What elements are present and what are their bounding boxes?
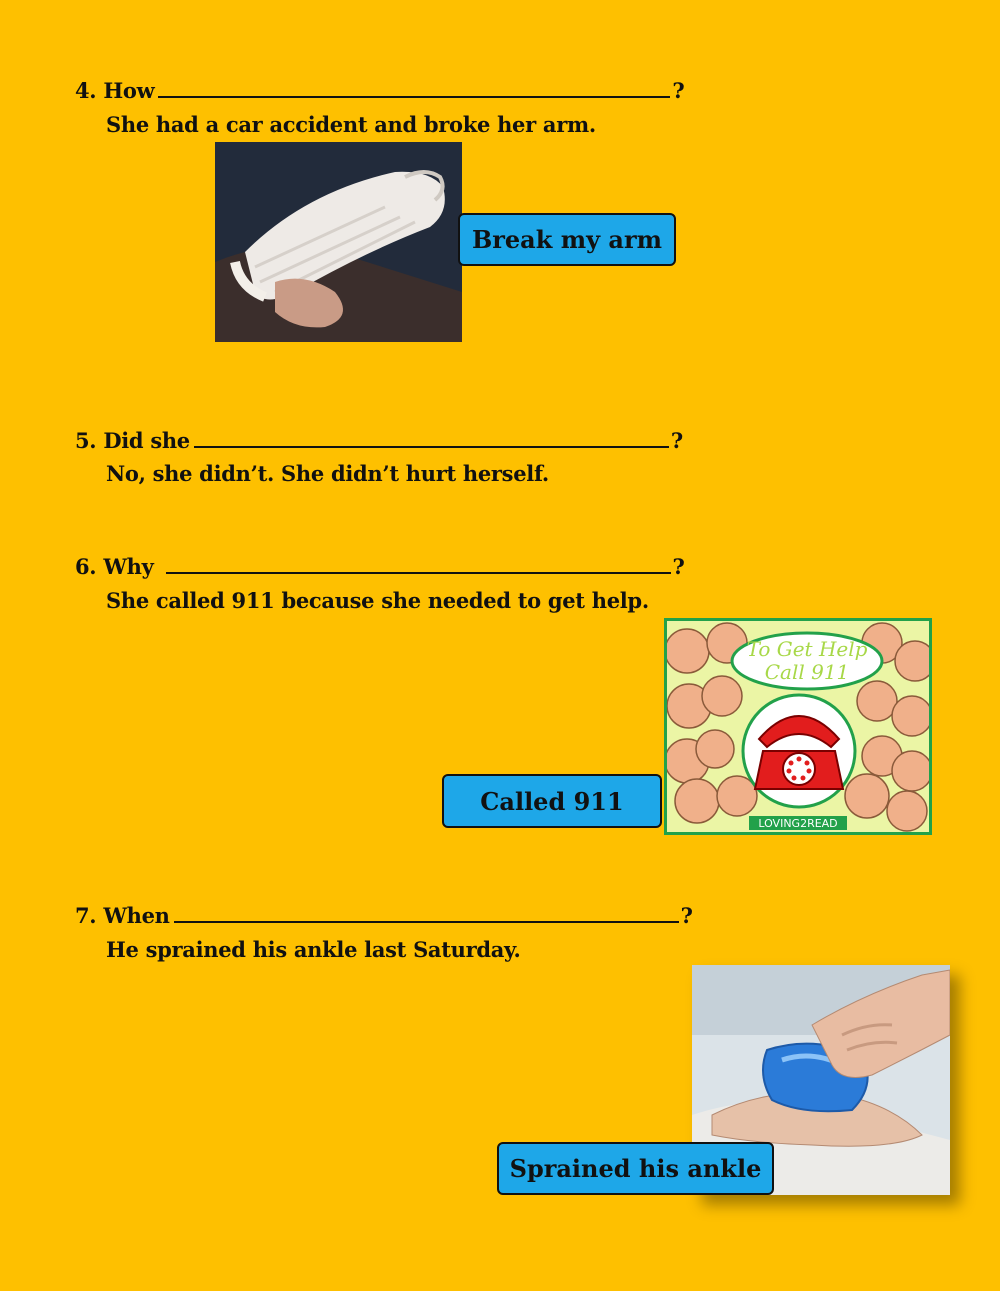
poster-brand: LOVING2READ [758,817,838,830]
sprained-his-ankle-label[interactable]: Sprained his ankle [497,1142,774,1195]
answer-blank-6[interactable] [166,572,671,574]
broken-arm-photo [215,142,462,342]
answer-6-text: She called 911 because she needed to get help. [106,588,649,613]
question-4-text: 4. How [75,78,155,103]
question-5-text: 5. Did she [75,428,190,453]
answer-4-text: She had a car accident and broke her arm. [106,112,596,137]
poster-text-line2: Call 911 [764,660,850,684]
question-7: 7. When ? [75,903,693,928]
called-911-label[interactable]: Called 911 [442,774,662,828]
question-5: 5. Did she ? [75,428,683,453]
question-6: 6. Why ? [75,554,685,579]
question-6-text: 6. Why [75,554,154,579]
question-7-text: 7. When [75,903,170,928]
answer-5-text: No, she didn’t. She didn’t hurt herself. [106,461,549,486]
answer-blank-7[interactable] [174,921,679,923]
call-911-poster [664,618,932,835]
question-4: 4. How ? [75,78,685,103]
poster-text-line1: To Get Help [746,637,868,661]
answer-7-text: He sprained his ankle last Saturday. [106,937,521,962]
answer-blank-5[interactable] [194,446,669,448]
break-my-arm-label[interactable]: Break my arm [458,213,676,266]
answer-blank-4[interactable] [158,96,670,98]
